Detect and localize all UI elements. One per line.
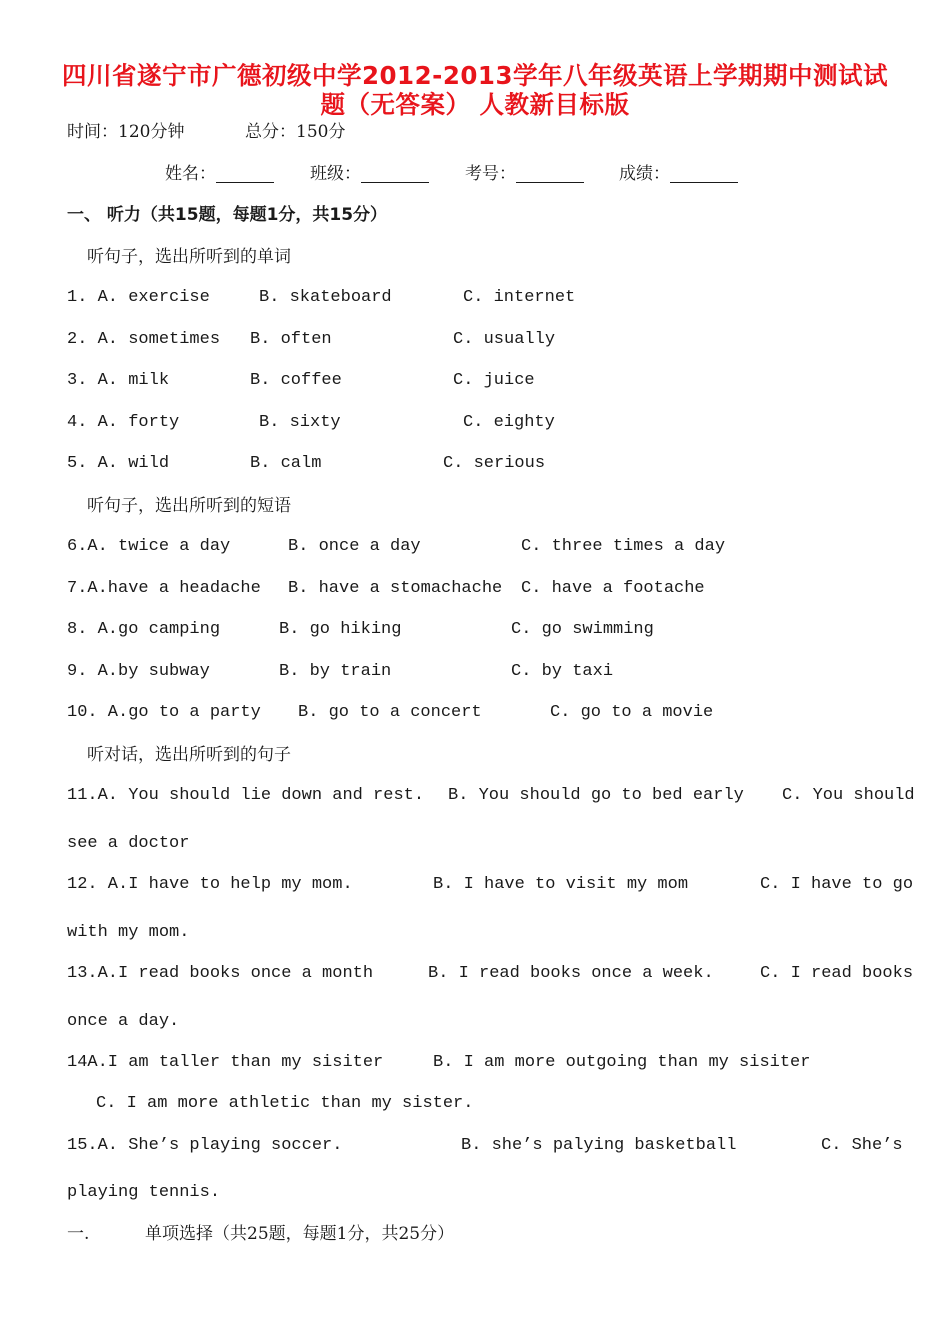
question-9-option-c: C. by taxi (511, 662, 614, 681)
question-8-option-a: 8. A.go camping (67, 620, 221, 639)
question-15-option-a: 15.A. She’s playing soccer. (67, 1136, 343, 1155)
question-7-option-c: C. have a footache (521, 579, 705, 598)
part-b-instruction: 听句子，选出所听到的短语 (87, 496, 291, 516)
class-field[interactable] (310, 162, 429, 186)
section-listening-heading: 一、 听力（共15题，每题1分，共15分） (67, 205, 388, 225)
question-13-option-b: B. I read books once a week. (428, 964, 714, 983)
question-1-option-a: 1. A. exercise (67, 288, 210, 307)
question-14-option-c: C. I am more athletic than my sister. (96, 1094, 474, 1113)
question-3-option-a: 3. A. milk (67, 371, 170, 390)
question-5-option-a: 5. A. wild (67, 454, 170, 473)
question-4-option-a: 4. A. forty (67, 413, 180, 432)
section-choice-heading: 单项选择（共25题，每题1分，共25分） (145, 1224, 455, 1244)
question-10-option-b: B. go to a concert (298, 703, 482, 722)
name-field[interactable] (165, 162, 274, 186)
exam-time: 时间：120分钟 (67, 122, 185, 142)
question-1-option-c: C. internet (463, 288, 576, 307)
question-6-option-b: B. once a day (288, 537, 421, 556)
question-8-option-b: B. go hiking (279, 620, 402, 639)
question-12-continuation: with my mom. (67, 923, 190, 942)
section-choice-number: 一. (67, 1224, 90, 1244)
question-5-option-c: C. serious (443, 454, 546, 473)
question-13-option-c: C. I read books (760, 964, 914, 983)
question-7-option-b: B. have a stomachache (288, 579, 503, 598)
document-title-line1: 四川省遂宁市广德初级中学2012-2013学年八年级英语上学期期中测试试 (61, 61, 889, 90)
exam-number-label: 考号： (465, 164, 516, 184)
question-1-option-b: B. skateboard (259, 288, 392, 307)
score-field[interactable] (619, 162, 738, 186)
document-title-line2: 题（无答案） 人教新目标版 (320, 90, 630, 119)
question-2-option-a: 2. A. sometimes (67, 330, 221, 349)
exam-number-field[interactable] (465, 162, 584, 186)
part-c-instruction: 听对话，选出所听到的句子 (87, 745, 291, 765)
question-6-option-a: 6.A. twice a day (67, 537, 231, 556)
question-12-option-b: B. I have to visit my mom (433, 875, 689, 894)
question-4-option-c: C. eighty (463, 413, 555, 432)
question-4-option-b: B. sixty (259, 413, 341, 432)
question-12-option-c: C. I have to go (760, 875, 914, 894)
question-2-option-b: B. often (250, 330, 332, 349)
question-11-option-a: 11.A. You should lie down and rest. (67, 786, 425, 805)
question-15-option-c: C. She’s (821, 1136, 903, 1155)
class-blank[interactable] (361, 165, 429, 183)
question-12-option-a: 12. A.I have to help my mom. (67, 875, 353, 894)
name-blank[interactable] (216, 165, 274, 183)
question-13-continuation: once a day. (67, 1012, 180, 1031)
question-9-option-a: 9. A.by subway (67, 662, 210, 681)
question-7-option-a: 7.A.have a headache (67, 579, 261, 598)
score-label: 成绩： (619, 164, 670, 184)
question-10-option-a: 10. A.go to a party (67, 703, 261, 722)
question-15-continuation: playing tennis. (67, 1183, 221, 1202)
question-8-option-c: C. go swimming (511, 620, 654, 639)
question-6-option-c: C. three times a day (521, 537, 726, 556)
question-14-option-a: 14A.I am taller than my sisiter (67, 1053, 384, 1072)
class-label: 班级： (310, 164, 361, 184)
exam-total-score: 总分：150分 (245, 122, 346, 142)
question-13-option-a: 13.A.I read books once a month (67, 964, 374, 983)
question-14-option-b: B. I am more outgoing than my sisiter (433, 1053, 811, 1072)
question-3-option-b: B. coffee (250, 371, 342, 390)
exam-number-blank[interactable] (516, 165, 584, 183)
question-3-option-c: C. juice (453, 371, 535, 390)
name-label: 姓名： (165, 164, 216, 184)
question-11-continuation: see a doctor (67, 834, 190, 853)
question-5-option-b: B. calm (250, 454, 322, 473)
score-blank[interactable] (670, 165, 738, 183)
question-11-option-c: C. You should (782, 786, 915, 805)
question-9-option-b: B. by train (279, 662, 392, 681)
question-11-option-b: B. You should go to bed early (448, 786, 744, 805)
question-2-option-c: C. usually (453, 330, 556, 349)
part-a-instruction: 听句子，选出所听到的单词 (87, 247, 291, 267)
question-10-option-c: C. go to a movie (550, 703, 714, 722)
question-15-option-b: B. she’s palying basketball (461, 1136, 737, 1155)
